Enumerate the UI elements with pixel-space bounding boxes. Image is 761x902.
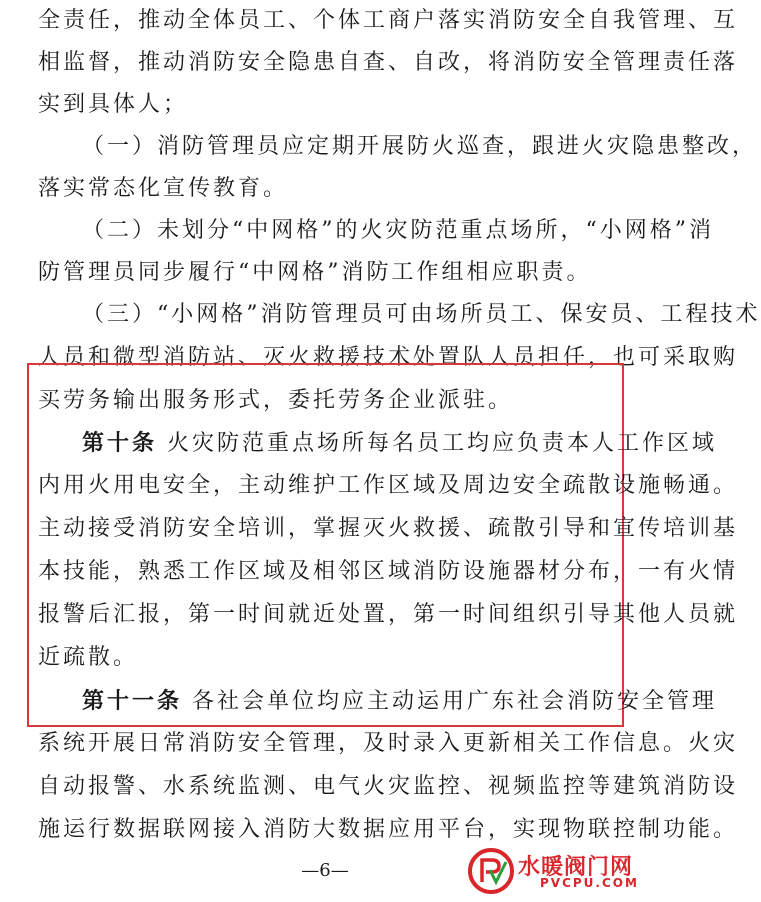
text-line: 落实常态化宣传教育。 <box>38 176 289 201</box>
article-10-heading: 第十条 <box>82 430 158 456</box>
highlight-box <box>27 363 739 727</box>
text-line: 自动报警、水系统监测、电气火灾监控、视频监控等建筑消防设 <box>38 774 739 799</box>
text-line: 内用火用电安全，主动维护工作区域及周边安全疏散设施畅通。 <box>38 473 739 498</box>
text-line: （二）未划分“中网格”的火灾防范重点场所，“小网格”消 <box>82 218 714 243</box>
text-line: 防管理员同步履行“中网格”消防工作组相应职责。 <box>38 260 592 285</box>
text-line: 近疏散。 <box>38 645 139 670</box>
article-10-first-line <box>82 430 718 457</box>
text-line: 主动接受消防安全培训，掌握灭火救援、疏散引导和宣传培训基 <box>38 516 739 541</box>
watermark-url: PVCPU.COM <box>540 876 639 890</box>
watermark-logo <box>468 848 644 894</box>
text-line: 实到具体人； <box>38 92 189 117</box>
text-line: 全责任，推动全体员工、个体工商户落实消防安全自我管理、互 <box>38 8 739 33</box>
text-line: 各社会单位均应主动运用广东社会消防安全管理 <box>192 689 718 714</box>
text-line: 人员和微型消防站、灭火救援技术处置队人员担任，也可采取购 <box>38 345 739 370</box>
text-line: 报警后汇报，第一时间就近处置，第一时间组织引导其他人员就 <box>38 602 739 627</box>
text-line: 相监督，推动消防安全隐患自查、自改，将消防安全管理责任落 <box>38 50 739 75</box>
text-line: 火灾防范重点场所每名员工均应负责本人工作区域 <box>167 431 718 456</box>
text-line: （一）消防管理员应定期开展防火巡查，跟进火灾隐患整改， <box>82 134 758 159</box>
article-11-heading: 第十一条 <box>82 688 183 714</box>
text-line: 施运行数据联网接入消防大数据应用平台，实现物联控制功能。 <box>38 817 739 842</box>
article-11-first-line <box>82 688 718 715</box>
text-line: 系统开展日常消防安全管理，及时录入更新相关工作信息。火灾 <box>38 731 739 756</box>
text-line: （三）“小网格”消防管理员可由场所员工、保安员、工程技术 <box>82 302 761 327</box>
pv-logo-icon <box>468 848 514 894</box>
text-line: 买劳务输出服务形式，委托劳务企业派驻。 <box>38 388 514 413</box>
text-line: 本技能，熟悉工作区域及相邻区域消防设施器材分布，一有火情 <box>38 559 739 584</box>
watermark-title: 水暖阀门网 <box>518 855 634 880</box>
page-number: —6— <box>301 860 349 881</box>
